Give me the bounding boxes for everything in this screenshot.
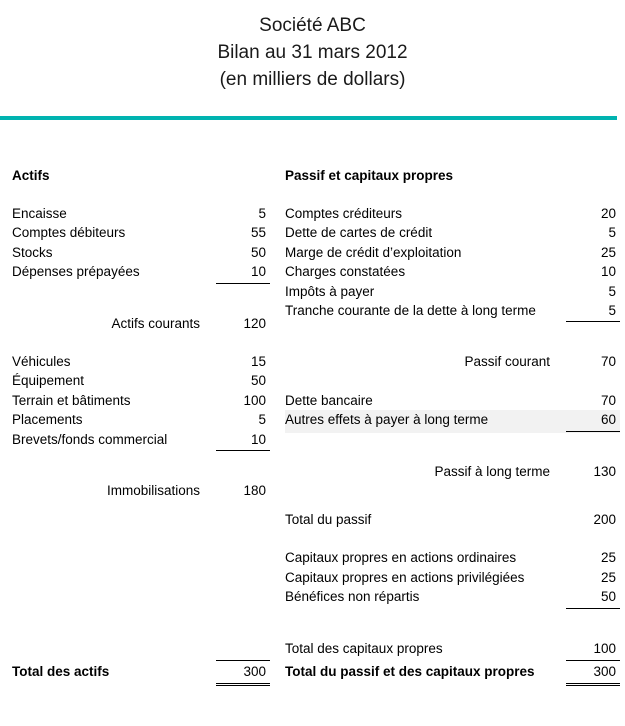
line-item-label: Brevets/fonds commercial bbox=[12, 431, 168, 447]
grand-total-row-assets bbox=[12, 660, 270, 686]
line-item-row bbox=[285, 587, 620, 609]
line-item-row bbox=[285, 301, 620, 323]
line-item-label: Terrain et bâtiments bbox=[12, 392, 131, 408]
line-item-label: Marge de crédit d’exploitation bbox=[285, 244, 462, 260]
line-item-row bbox=[285, 204, 620, 223]
spacer bbox=[12, 452, 270, 471]
line-item-value: 10 bbox=[600, 264, 616, 280]
spacer bbox=[285, 372, 620, 391]
assets-grand-total-column bbox=[12, 660, 270, 686]
line-item-row bbox=[285, 243, 620, 262]
spacer bbox=[12, 471, 270, 481]
line-item-value: 50 bbox=[250, 373, 266, 389]
line-item-label: Autres effets à payer à long terme bbox=[285, 412, 489, 428]
line-item-value: 25 bbox=[600, 550, 616, 566]
line-item-row bbox=[12, 352, 270, 371]
line-item-label: Charges constatées bbox=[285, 264, 406, 280]
line-item-value: 5 bbox=[566, 301, 620, 322]
line-item-value: 5 bbox=[608, 225, 616, 241]
line-item-value: 70 bbox=[600, 392, 616, 408]
line-item-row bbox=[12, 430, 270, 452]
line-item-row bbox=[12, 391, 270, 410]
line-item-label: Capitaux propres en actions privilégiées bbox=[285, 569, 525, 585]
total-liabilities-label: Total du passif bbox=[285, 512, 372, 528]
subtotal-value: 130 bbox=[593, 463, 616, 479]
spacer bbox=[285, 629, 620, 639]
statement-date: Bilan au 31 mars 2012 bbox=[217, 42, 408, 63]
line-item-value: 60 bbox=[566, 410, 620, 431]
line-item-label: Placements bbox=[12, 412, 83, 428]
line-item-row bbox=[12, 371, 270, 390]
line-item-value: 10 bbox=[216, 262, 270, 283]
spacer bbox=[285, 323, 620, 342]
subtotal-label: Actifs courants bbox=[111, 315, 200, 331]
line-item-label: Comptes créditeurs bbox=[285, 206, 403, 221]
line-item-label: Capitaux propres en actions ordinaires bbox=[285, 550, 517, 566]
line-item-row-highlighted bbox=[285, 410, 620, 432]
line-item-row bbox=[285, 262, 620, 281]
liabilities-heading: Passif et capitaux propres bbox=[285, 168, 454, 183]
line-item-row bbox=[285, 282, 620, 301]
line-item-value: 5 bbox=[608, 283, 616, 299]
line-item-label: Équipement bbox=[12, 373, 85, 389]
balance-sheet-columns bbox=[0, 168, 625, 658]
assets-heading: Actifs bbox=[12, 168, 50, 183]
spacer bbox=[12, 285, 270, 304]
spacer bbox=[285, 342, 620, 352]
balance-sheet-body bbox=[0, 168, 625, 658]
total-liabilities-value: 200 bbox=[593, 512, 616, 528]
accent-divider bbox=[0, 116, 617, 120]
line-item-value: 20 bbox=[600, 206, 616, 221]
line-item-label: Véhicules bbox=[12, 354, 71, 370]
line-item-row bbox=[12, 262, 270, 284]
line-item-row bbox=[12, 204, 270, 223]
line-item-value: 5 bbox=[258, 206, 266, 221]
line-item-value: 55 bbox=[250, 225, 266, 241]
subtotal-label: Immobilisations bbox=[106, 483, 200, 499]
subtotal-label: Passif à long terme bbox=[434, 463, 550, 479]
grand-total-bar bbox=[0, 660, 625, 686]
line-item-label: Dette de cartes de crédit bbox=[285, 225, 433, 241]
liabilities-column bbox=[285, 168, 620, 658]
line-item-value: 50 bbox=[566, 587, 620, 608]
subtotal-value: 120 bbox=[243, 315, 266, 331]
assets-column bbox=[12, 168, 270, 500]
spacer bbox=[285, 500, 620, 510]
grand-total-row-liabilities bbox=[285, 660, 620, 686]
line-item-label: Comptes débiteurs bbox=[12, 225, 126, 241]
subtotal-label: Passif courant bbox=[464, 354, 550, 370]
line-item-value: 50 bbox=[250, 244, 266, 260]
line-item-row bbox=[285, 548, 620, 567]
line-item-value: 15 bbox=[250, 354, 266, 370]
line-item-label: Bénéfices non répartis bbox=[285, 589, 420, 605]
statement-units: (en milliers de dollars) bbox=[219, 69, 406, 90]
grand-total-columns bbox=[0, 660, 625, 686]
line-item-value: 100 bbox=[243, 392, 266, 408]
line-item-row bbox=[285, 568, 620, 587]
subtotal-row-current-liabilities bbox=[285, 352, 620, 371]
subtotal-row-fixed-assets bbox=[12, 481, 270, 500]
grand-total-value: 300 bbox=[216, 660, 270, 686]
line-item-row bbox=[285, 391, 620, 410]
line-item-value: 10 bbox=[216, 430, 270, 451]
subtotal-value: 180 bbox=[243, 483, 266, 499]
spacer bbox=[285, 452, 620, 462]
total-liabilities-row bbox=[285, 510, 620, 529]
line-item-row bbox=[12, 243, 270, 262]
line-item-row bbox=[285, 223, 620, 242]
line-item-row bbox=[12, 223, 270, 242]
grand-total-label: Total du passif et des capitaux propres bbox=[285, 664, 535, 679]
spacer bbox=[285, 529, 620, 548]
line-item-label: Tranche courante de la dette à long terme bbox=[285, 303, 536, 319]
line-item-label: Dépenses prépayées bbox=[12, 264, 140, 280]
line-item-label: Impôts à payer bbox=[285, 283, 375, 299]
total-equity-value: 100 bbox=[593, 640, 616, 656]
line-item-value: 25 bbox=[600, 244, 616, 260]
spacer bbox=[12, 333, 270, 352]
line-item-value: 5 bbox=[258, 412, 266, 428]
subtotal-row-longterm-liabilities bbox=[285, 462, 620, 481]
subtotal-value: 70 bbox=[600, 354, 616, 370]
document-title-block bbox=[0, 0, 625, 93]
line-item-label: Dette bancaire bbox=[285, 392, 373, 408]
company-name: Société ABC bbox=[259, 15, 366, 36]
spacer bbox=[285, 481, 620, 500]
grand-total-label: Total des actifs bbox=[12, 664, 110, 679]
line-item-row bbox=[12, 410, 270, 429]
spacer bbox=[12, 304, 270, 314]
line-item-value: 25 bbox=[600, 569, 616, 585]
subtotal-row-current-assets bbox=[12, 314, 270, 333]
liabilities-grand-total-column bbox=[285, 660, 620, 686]
grand-total-value: 300 bbox=[566, 660, 620, 686]
spacer bbox=[285, 610, 620, 629]
line-item-label: Stocks bbox=[12, 244, 53, 260]
total-equity-row bbox=[285, 639, 620, 658]
total-equity-label: Total des capitaux propres bbox=[285, 640, 443, 656]
line-item-label: Encaisse bbox=[12, 206, 67, 221]
spacer bbox=[285, 433, 620, 452]
